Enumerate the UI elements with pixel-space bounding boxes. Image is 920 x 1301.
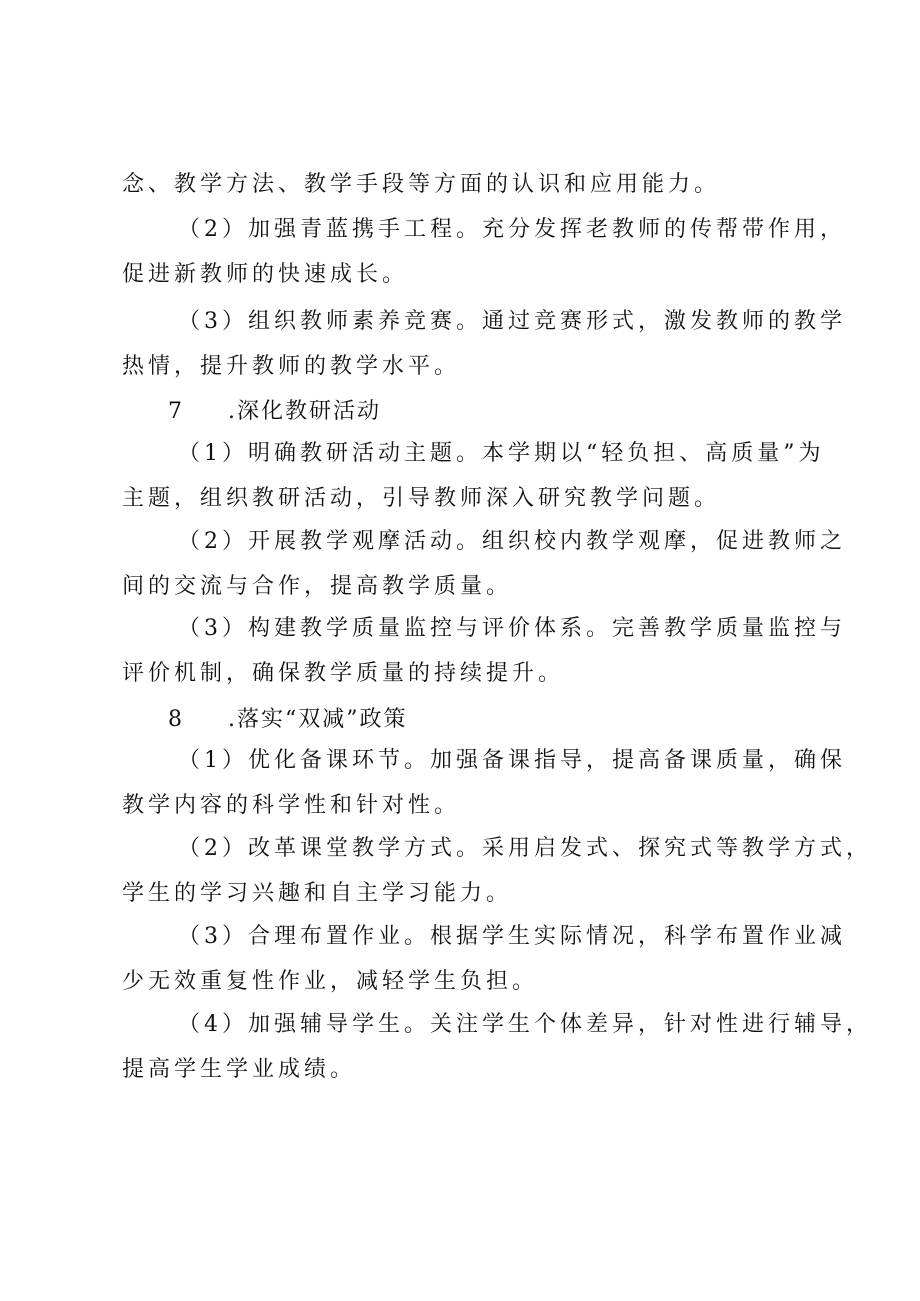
text-line: （1）明确教研活动主题。本学期以“轻负担、高质量”为 — [178, 441, 825, 466]
text-line: （3）合理布置作业。根据学生实际情况，科学布置作业减 — [178, 924, 846, 949]
text-line: （4）加强辅导学生。关注学生个体差异，针对性进行辅导， — [178, 1012, 872, 1037]
text-line: 促进新教师的快速成长。 — [122, 262, 409, 287]
text-line: 学生的学习兴趣和自主学习能力。 — [122, 881, 513, 906]
text-line: 评价机制，确保教学质量的持续提升。 — [122, 661, 565, 686]
text-line: 主题，组织教研活动，引导教师深入研究教学问题。 — [122, 486, 721, 511]
text-line: （3）构建教学质量监控与评价体系。完善教学质量监控与 — [178, 616, 846, 641]
text-line: 少无效重复性作业，减轻学生负担。 — [122, 969, 539, 994]
section-number: 7 — [168, 399, 182, 424]
text-line: （2）开展教学观摩活动。组织校内教学观摩，促进教师之 — [178, 529, 846, 554]
text-line: 教学内容的科学性和针对性。 — [122, 793, 461, 818]
text-line: 提高学生学业成绩。 — [122, 1057, 357, 1082]
text-line: （2）加强青蓝携手工程。充分发挥老教师的传帮带作用， — [178, 217, 846, 242]
section-title: .落实“双减”政策 — [228, 707, 408, 732]
text-line: （2）改革课堂教学方式。采用启发式、探究式等教学方式， — [178, 836, 872, 861]
section-title: .深化教研活动 — [228, 399, 381, 424]
text-line: 念、教学方法、教学手段等方面的认识和应用能力。 — [122, 172, 721, 197]
text-line: 间的交流与合作，提高教学质量。 — [122, 574, 513, 599]
text-line: （1）优化备课环节。加强备课指导，提高备课质量，确保 — [178, 748, 846, 773]
text-line: 热情，提升教师的教学水平。 — [122, 354, 461, 379]
text-line: （3）组织教师素养竞赛。通过竞赛形式，激发教师的教学 — [178, 309, 846, 334]
section-number: 8 — [168, 707, 182, 732]
